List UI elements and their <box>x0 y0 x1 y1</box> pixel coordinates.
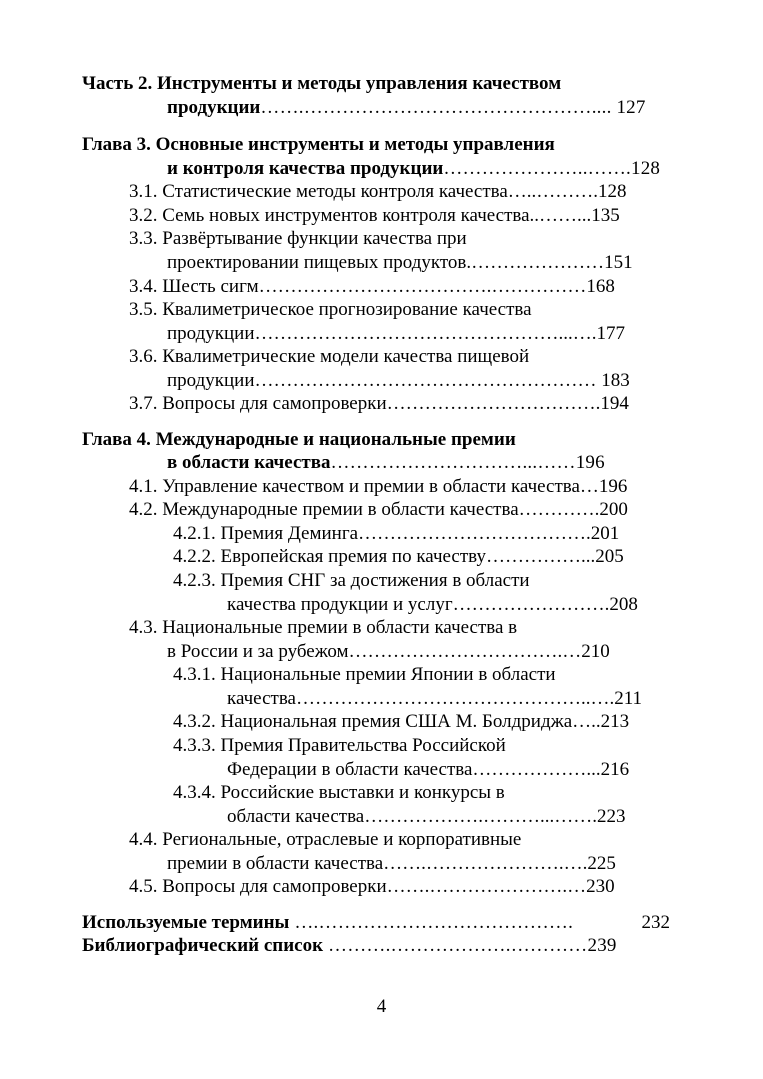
toc-part2-line2 <box>167 97 646 119</box>
toc-entry-4-3-2: 4.3.2. Национальная премия США М. Болдриджа…..213 <box>173 711 630 732</box>
toc-terms-title: Используемые термины <box>82 912 290 933</box>
toc-entry-4-4-line1: 4.4. Региональные, отраслевые и корпоративные <box>129 829 522 850</box>
toc-entry-4-4-line2: премии в области качества…….………………….….225 <box>167 853 616 874</box>
toc-entry-4-2: 4.2. Международные премии в области качества………….200 <box>129 499 628 520</box>
toc-terms-leader: ….…………………………………. <box>289 912 574 933</box>
toc-entry-4-5: 4.5. Вопросы для самопроверки…….………………….…230 <box>129 876 615 897</box>
toc-entry-3-2: 3.2. Семь новых инструментов контроля качества..……...135 <box>129 205 620 226</box>
toc-ch4-line2 <box>167 452 605 474</box>
toc-bibliography-title: Библиографический список <box>82 935 324 956</box>
toc-entry-4-2-3-line2: качества продукции и услуг…………………….208 <box>227 594 638 615</box>
toc-entry-4-3-1-line2: качества………………………………………..….211 <box>227 688 643 709</box>
toc-bibliography <box>82 935 617 957</box>
toc-terms-page: 232 <box>641 912 670 933</box>
toc-entry-3-6-line1: 3.6. Квалиметрические модели качества пищевой <box>129 346 530 367</box>
toc-entry-3-6-line2: продукции……………………………………………… 183 <box>167 370 630 391</box>
toc-entry-3-3-line1: 3.3. Развёртывание функции качества при <box>129 228 467 249</box>
toc-entry-4-3-4-line1: 4.3.4. Российские выставки и конкурсы в <box>173 782 505 803</box>
toc-entry-4-2-2: 4.2.2. Европейская премия по качеству……………...205 <box>173 546 624 567</box>
toc-ch3-line2 <box>167 158 660 180</box>
toc-entry-4-3-3-line2: Федерации в области качества………………...216 <box>227 759 630 780</box>
toc-entry-4-2-1: 4.2.1. Премия Деминга……………………………….201 <box>173 523 620 544</box>
toc-entry-4-3-3-line1: 4.3.3. Премия Правительства Российской <box>173 735 506 756</box>
toc-entry-3-5-line2: продукции…………………………………………...….177 <box>167 323 626 344</box>
toc-entry-4-3-line2: в России и за рубежом…………………………….…210 <box>167 641 610 662</box>
toc-bibliography-leader: ……….……………….…………239 <box>323 935 617 956</box>
page-number: 4 <box>376 996 387 1017</box>
toc-entry-4-3-1-line1: 4.3.1. Национальные премии Японии в области <box>173 664 556 685</box>
toc-part2-title-cont: продукции <box>167 97 261 118</box>
toc-entry-4-3-4-line2: области качества……………….………...…….223 <box>227 806 626 827</box>
toc-ch3-line1: Глава 3. Основные инструменты и методы управления <box>82 134 555 155</box>
toc-entry-3-7: 3.7. Вопросы для самопроверки…………………………….194 <box>129 393 629 414</box>
toc-entry-3-4: 3.4. Шесть сигм……………………………….……………168 <box>129 276 615 297</box>
toc-ch3-title-cont: и контроля качества продукции <box>167 158 444 179</box>
toc-ch4-leader: …………………………...……196 <box>330 452 605 473</box>
toc-entry-4-2-3-line1: 4.2.3. Премия СНГ за достижения в области <box>173 570 530 591</box>
toc-entry-3-3-line2: проектировании пищевых продуктов.…………………151 <box>167 252 633 273</box>
toc-ch4-line1: Глава 4. Международные и национальные премии <box>82 429 516 450</box>
toc-entry-4-3-line1: 4.3. Национальные премии в области качества в <box>129 617 518 638</box>
toc-ch4-title-cont: в области качества <box>167 452 331 473</box>
toc-ch3-leader: …………………..…….128 <box>443 158 661 179</box>
toc-entry-4-1: 4.1. Управление качеством и премии в области качества…196 <box>129 476 628 497</box>
toc-part2-leader: …….……………………………………….... 127 <box>260 97 646 118</box>
toc-entry-3-1: 3.1. Статистические методы контроля качества…..……….128 <box>129 181 627 202</box>
toc-part2-line1: Часть 2. Инструменты и методы управления качеством <box>82 73 562 94</box>
toc-terms <box>82 912 573 934</box>
toc-entry-3-5-line1: 3.5. Квалиметрическое прогнозирование качества <box>129 299 532 320</box>
